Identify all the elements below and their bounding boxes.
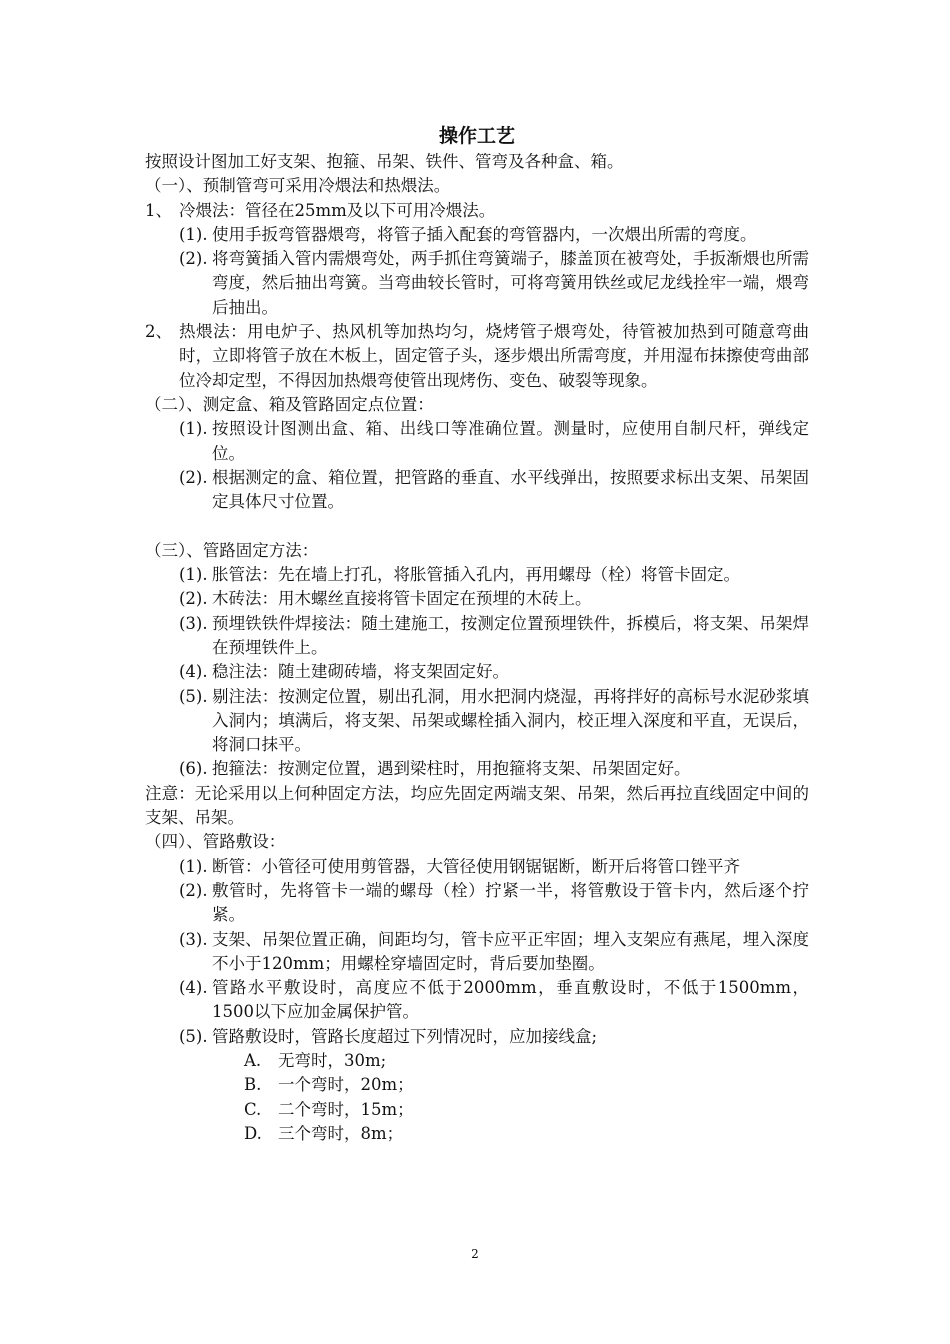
section-3-sub-1 (145, 563, 809, 587)
option-text: 二个弯时，15m； (278, 1099, 414, 1119)
sub-label: (2). (179, 589, 208, 609)
section-2-sub-2 (145, 466, 809, 515)
sub-label: (6). (179, 759, 208, 779)
sub-text: 使用手扳弯管器煨弯，将管子插入配套的弯管器内，一次煨出所需的弯度。 (212, 224, 757, 244)
sub-label: (5). (179, 686, 208, 706)
item-text: 冷煨法：管径在25mm及以下可用冷煨法。 (179, 200, 496, 220)
sub-text: 剔注法：按测定位置，剔出孔洞，用水把洞内烧湿，再将拌好的高标号水泥砂浆填入洞内；填满后，将支架、吊架或螺栓插入洞内，校正埋入深度和平直，无误后，将洞口抹平。 (212, 686, 809, 755)
sub-label: (3). (179, 929, 208, 949)
document-body (145, 122, 809, 1146)
option-text: 三个弯时，8m； (278, 1123, 404, 1143)
section-4-heading: （四）、管路敷设： (145, 832, 286, 852)
option-text: 一个弯时，20m； (278, 1075, 414, 1095)
section-3-sub-4 (145, 660, 809, 684)
sub-label: (2). (179, 467, 208, 487)
option-label: D. (244, 1123, 262, 1143)
sub-text: 稳注法：随土建砌砖墙，将支架固定好。 (212, 662, 509, 682)
sub-text: 敷管时，先将管卡一端的螺母（栓）拧紧一半，将管敷设于管卡内，然后逐个拧紧。 (212, 880, 809, 925)
section-2-heading: （二）、测定盒、箱及管路固定点位置： (145, 394, 434, 414)
item-text: 热煨法：用电炉子、热风机等加热均匀，烧烤管子煨弯处，待管被加热到可随意弯曲时，立即将管子放在木板上，固定管子头，逐步煨出所需弯度，并用湿布抹擦使弯曲部位冷却定型，不得因加热煨弯使管出现烤伤、变色、破裂等现象。 (179, 322, 809, 390)
sub-text: 根据测定的盒、箱位置，把管路的垂直、水平线弹出，按照要求标出支架、吊架固定具体尺寸位置。 (212, 467, 809, 512)
section-2-sub-1 (145, 417, 809, 466)
section-3-sub-3 (145, 612, 809, 661)
option-label: B. (244, 1075, 262, 1095)
sub-text: 将弯簧插入管内需煨弯处，两手抓住弯簧端子，膝盖顶在被弯处，手扳渐煨也所需弯度，然后抽出弯簧。当弯曲较长管时，可将弯簧用铁丝或尼龙线拴牢一端，煨弯后抽出。 (212, 249, 809, 317)
section-1-heading: （一）、预制管弯可采用冷煨法和热煨法。 (145, 176, 451, 196)
sub-text: 木砖法：用木螺丝直接将管卡固定在预埋的木砖上。 (212, 589, 592, 609)
sub-label: (2). (179, 249, 208, 269)
sub-label: (1). (179, 856, 208, 876)
section-4-sub-1 (145, 855, 809, 879)
sub-text: 胀管法：先在墙上打孔，将胀管插入孔内，再用螺母（栓）将管卡固定。 (212, 565, 740, 585)
sub-label: (3). (179, 613, 208, 633)
sub-text: 断管：小管径可使用剪管器，大管径使用钢锯锯断，断开后将管口锉平齐 (212, 856, 740, 876)
page-title: 操作工艺 (438, 125, 515, 147)
section-3-sub-5 (145, 685, 809, 758)
option-c (145, 1098, 809, 1122)
sub-text: 预埋铁铁件焊接法：随土建施工，按测定位置预埋铁件，拆模后，将支架、吊架焊在预埋铁件上。 (212, 613, 809, 657)
intro-paragraph: 按照设计图加工好支架、抱箍、吊架、铁件、管弯及各种盒、箱。 (145, 152, 624, 171)
section-3-sub-2 (145, 587, 809, 611)
sub-label: (4). (179, 978, 208, 998)
option-b (145, 1073, 809, 1097)
sub-label: (1). (179, 419, 208, 439)
section-1-sub-2 (145, 247, 809, 320)
option-label: C. (244, 1099, 262, 1119)
option-a (145, 1049, 809, 1073)
sub-text: 支架、吊架位置正确，间距均匀，管卡应平正牢固；埋入支架应有燕尾，埋入深度不小于120mm；用螺栓穿墙固定时，背后要加垫圈。 (212, 929, 809, 973)
blank-line (145, 514, 809, 538)
item-label: 2、 (145, 322, 172, 342)
item-label: 1、 (145, 200, 172, 220)
section-3-sub-6 (145, 757, 809, 781)
sub-label: (2). (179, 880, 208, 900)
sub-label: (4). (179, 662, 208, 682)
sub-text: 抱箍法：按测定位置，遇到梁柱时，用抱箍将支架、吊架固定好。 (212, 759, 691, 779)
section-4-sub-2 (145, 879, 809, 928)
sub-text: 管路敷设时，管路长度超过下列情况时，应加接线盒; (212, 1026, 598, 1046)
sub-label: (5). (179, 1026, 208, 1046)
section-3-heading: （三）、管路固定方法： (145, 540, 319, 560)
option-d (145, 1122, 809, 1146)
option-label: A. (244, 1050, 262, 1070)
sub-text: 管路水平敷设时，高度应不低于2000mm，垂直敷设时，不低于1500mm，1500以下应加金属保护管。 (212, 978, 809, 1022)
option-text: 无弯时，30m; (278, 1050, 387, 1070)
sub-text: 按照设计图测出盒、箱、出线口等准确位置。测量时，应使用自制尺杆，弹线定位。 (212, 419, 809, 463)
section-1-item-1 (145, 199, 809, 223)
section-1-sub-1 (145, 223, 809, 247)
section-4-sub-4 (145, 976, 809, 1025)
section-4-sub-5 (145, 1025, 809, 1049)
page-number: 2 (471, 1247, 479, 1261)
section-4-sub-3 (145, 928, 809, 977)
section-1-item-2 (145, 320, 809, 393)
sub-label: (1). (179, 565, 208, 585)
section-3-note: 注意：无论采用以上何种固定方法，均应先固定两端支架、吊架，然后再拉直线固定中间的支架、吊架。 (145, 783, 809, 828)
sub-label: (1). (179, 224, 208, 244)
